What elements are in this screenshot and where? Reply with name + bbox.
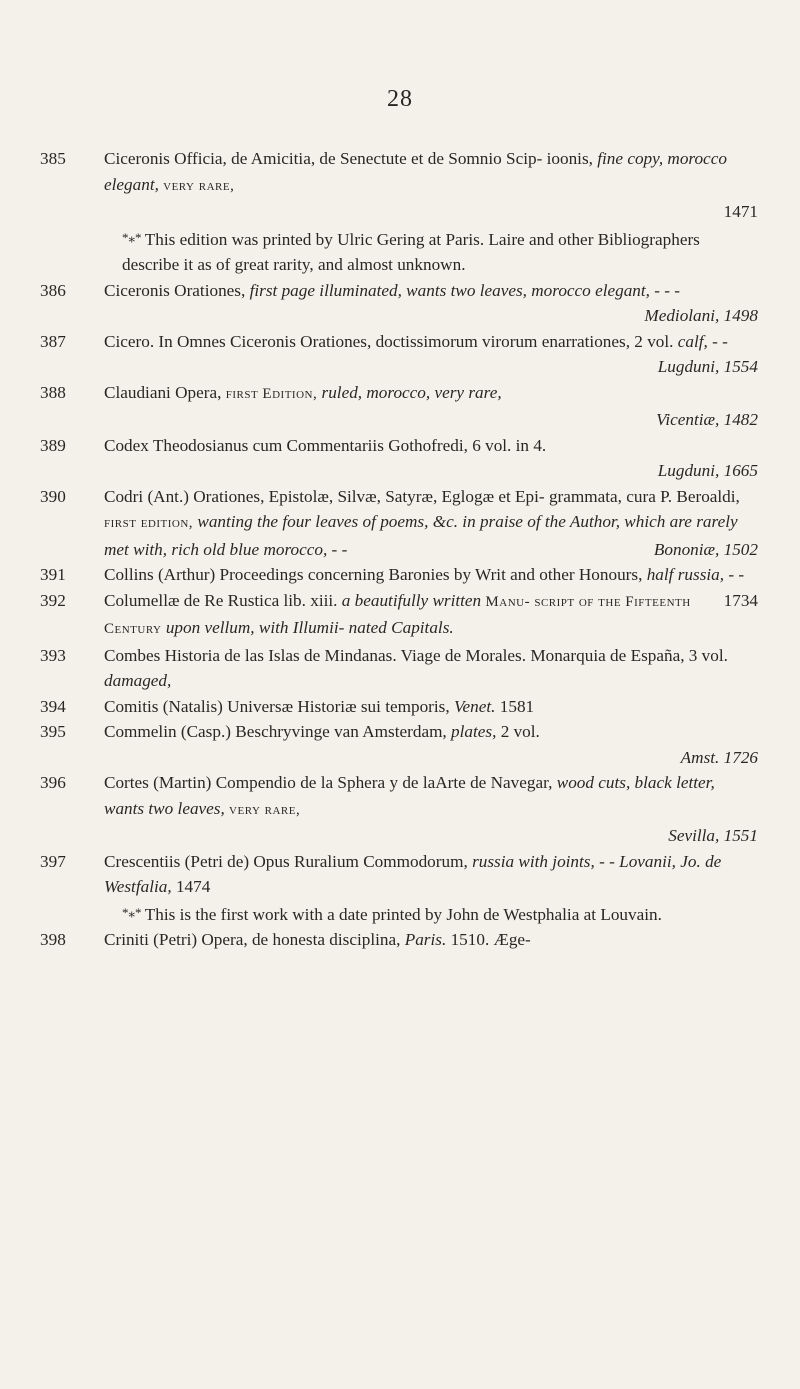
entry-text-run: wood cuts, black letter, wants two leaves, bbox=[104, 773, 715, 818]
entry-text bbox=[104, 329, 758, 380]
entry-number: 394 bbox=[40, 696, 66, 716]
catalogue-entry bbox=[40, 694, 758, 720]
entry-text-run: Lovanii, Jo. de Westfalia, bbox=[104, 851, 722, 896]
note-text: This is the first work with a date printed by John de Westphalia at Louvain. bbox=[144, 904, 662, 924]
entry-text bbox=[104, 278, 758, 329]
entry-number: 395 bbox=[40, 722, 66, 741]
entry-number: 389 bbox=[40, 435, 66, 455]
entry-text-run: fine copy, morocco elegant, bbox=[104, 149, 727, 194]
entry-imprint: Amst. 1726 bbox=[680, 747, 758, 767]
catalogue-entries bbox=[40, 146, 758, 953]
entry-text-run: a beautifully written bbox=[341, 590, 482, 610]
entry-text-run: - - - bbox=[649, 280, 681, 300]
entry-imprint: 1734 bbox=[723, 590, 758, 610]
entry-text-run: Codex Theodosianus cum Commentariis Gothofredi, 6 vol. in 4. bbox=[104, 435, 547, 455]
entry-text-run: very rare, bbox=[224, 801, 301, 818]
entry-number: 398 bbox=[40, 930, 66, 949]
entry-text bbox=[104, 146, 758, 225]
entry-number: 391 bbox=[40, 565, 66, 584]
catalogue-entry bbox=[40, 770, 758, 849]
catalogue-note bbox=[40, 225, 758, 278]
entry-text-run: first Edition, bbox=[225, 385, 318, 402]
entry-imprint: Bononiæ, 1502 bbox=[653, 539, 758, 559]
entry-text bbox=[104, 719, 758, 770]
entry-text-run: first edition, bbox=[104, 515, 194, 531]
entry-text-run: half russia, bbox=[646, 565, 725, 584]
entry-text-run: 1581 bbox=[495, 696, 535, 716]
entry-text-run: wanting the four leaves of poems, &c. in praise of the Author, which are rarely met with, rich old blue morocco, bbox=[104, 512, 738, 559]
entry-text-run: first page illuminated, wants two leaves, morocco elegant, bbox=[249, 280, 650, 300]
note-text: This edition was printed by Ulric Gering at Paris. Laire and other Bibliographers describe it as of great rarity, and almost unknown. bbox=[122, 229, 700, 274]
catalogue-entry bbox=[40, 927, 758, 953]
entry-text-run: Ciceronis Orationes, bbox=[104, 280, 250, 300]
entry-text-run: Cicero. In Omnes Ciceronis Orationes, doctissimorum virorum enarrationes, 2 vol. bbox=[104, 331, 678, 351]
entry-text-run: - - bbox=[724, 565, 745, 584]
entry-imprint: Vicentiæ, 1482 bbox=[656, 410, 758, 429]
entry-imprint: 1471 bbox=[723, 202, 758, 221]
entry-number: 386 bbox=[40, 280, 66, 300]
entry-text-run: - - bbox=[327, 539, 348, 559]
entry-text-run: plates, bbox=[451, 722, 497, 741]
entry-text-run: Comitis (Natalis) Universæ Historiæ sui temporis, bbox=[104, 696, 454, 716]
entry-number: 397 bbox=[40, 851, 66, 871]
catalogue-entry bbox=[40, 380, 758, 433]
entry-text-run: Venet. bbox=[453, 696, 496, 716]
entry-imprint: Mediolani, 1498 bbox=[644, 306, 758, 325]
entry-text bbox=[104, 380, 758, 433]
entry-number: 390 bbox=[40, 486, 66, 506]
entry-text bbox=[104, 849, 758, 900]
catalogue-entry bbox=[40, 433, 758, 484]
catalogue-entry bbox=[40, 146, 758, 225]
entry-text-run: Crescentiis (Petri de) Opus Ruralium Commodorum, bbox=[104, 851, 473, 871]
entry-text-run: Criniti (Petri) Opera, de honesta disciplina, bbox=[104, 930, 405, 949]
entry-text-run: calf, bbox=[677, 331, 708, 351]
catalogue-note bbox=[40, 900, 758, 928]
entry-text-run: Manu- script of the Fifteenth Century bbox=[104, 593, 691, 637]
entry-number: 385 bbox=[40, 149, 66, 168]
entry-number: 393 bbox=[40, 645, 66, 665]
entry-text-run: very rare, bbox=[158, 177, 235, 194]
entry-text-run: Codri (Ant.) Orationes, Epistolæ, Silvæ, Satyræ, Eglogæ et Epi- grammata, cura P. Beroaldi, bbox=[104, 486, 740, 506]
entry-text-run: ruled, morocco, very rare, bbox=[317, 382, 502, 402]
entry-text-run: Commelin (Casp.) Beschryvinge van Amsterdam, bbox=[104, 722, 452, 741]
entry-text-run: - - bbox=[707, 331, 728, 351]
entry-text-run: Collins (Arthur) Proceedings concerning Baronies by Writ and other Honours, bbox=[104, 565, 647, 584]
entry-text-run: Cortes (Martin) Compendio de la Sphera y de laArte de Navegar, bbox=[104, 773, 557, 792]
entry-text-run: russia with joints, bbox=[472, 851, 595, 871]
entry-text-run: 1510. Æge- bbox=[446, 930, 531, 949]
entry-number: 388 bbox=[40, 382, 66, 402]
page-number: 28 bbox=[387, 86, 413, 112]
note-mark: *⁎* bbox=[122, 904, 145, 920]
entry-text bbox=[104, 484, 758, 563]
catalogue-entry bbox=[40, 278, 758, 329]
entry-text bbox=[104, 770, 758, 849]
catalogue-entry bbox=[40, 719, 758, 770]
entry-text bbox=[104, 433, 758, 484]
entry-text bbox=[104, 588, 758, 643]
entry-text-run: 2 vol. bbox=[496, 722, 540, 741]
entry-text-run: 1474 bbox=[171, 877, 211, 896]
entry-number: 392 bbox=[40, 590, 66, 610]
entry-text-run: Ciceronis Officia, de Amicitia, de Senectute et de Somnio Scip- ioonis, bbox=[104, 149, 598, 168]
entry-number: 387 bbox=[40, 331, 66, 351]
entry-text-run: damaged, bbox=[104, 671, 172, 690]
entry-text-run: Columellæ de Re Rustica lib. xiii. bbox=[104, 590, 342, 610]
catalogue-entry bbox=[40, 588, 758, 643]
entry-text-run: upon vellum, with Illumii- nated Capitals. bbox=[161, 618, 454, 637]
entry-imprint: Sevilla, 1551 bbox=[668, 826, 758, 845]
entry-text bbox=[104, 694, 758, 720]
entry-imprint: Lugduni, 1665 bbox=[657, 461, 758, 480]
entry-imprint: Lugduni, 1554 bbox=[657, 357, 758, 376]
entry-text-run: Claudiani Opera, bbox=[104, 382, 226, 402]
note-mark: *⁎* bbox=[122, 229, 145, 245]
catalogue-entry bbox=[40, 849, 758, 900]
entry-text-run: Combes Historia de las Islas de Mindanas. Viage de Morales. Monarquia de España, 3 vol. bbox=[104, 645, 728, 665]
catalogue-entry bbox=[40, 329, 758, 380]
entry-text bbox=[104, 643, 758, 694]
entry-number: 396 bbox=[40, 773, 66, 792]
entry-text-run: - - bbox=[594, 851, 620, 871]
entry-text-run: Paris. bbox=[404, 930, 447, 949]
catalogue-entry bbox=[40, 643, 758, 694]
entry-text bbox=[104, 927, 758, 953]
catalogue-entry bbox=[40, 484, 758, 563]
